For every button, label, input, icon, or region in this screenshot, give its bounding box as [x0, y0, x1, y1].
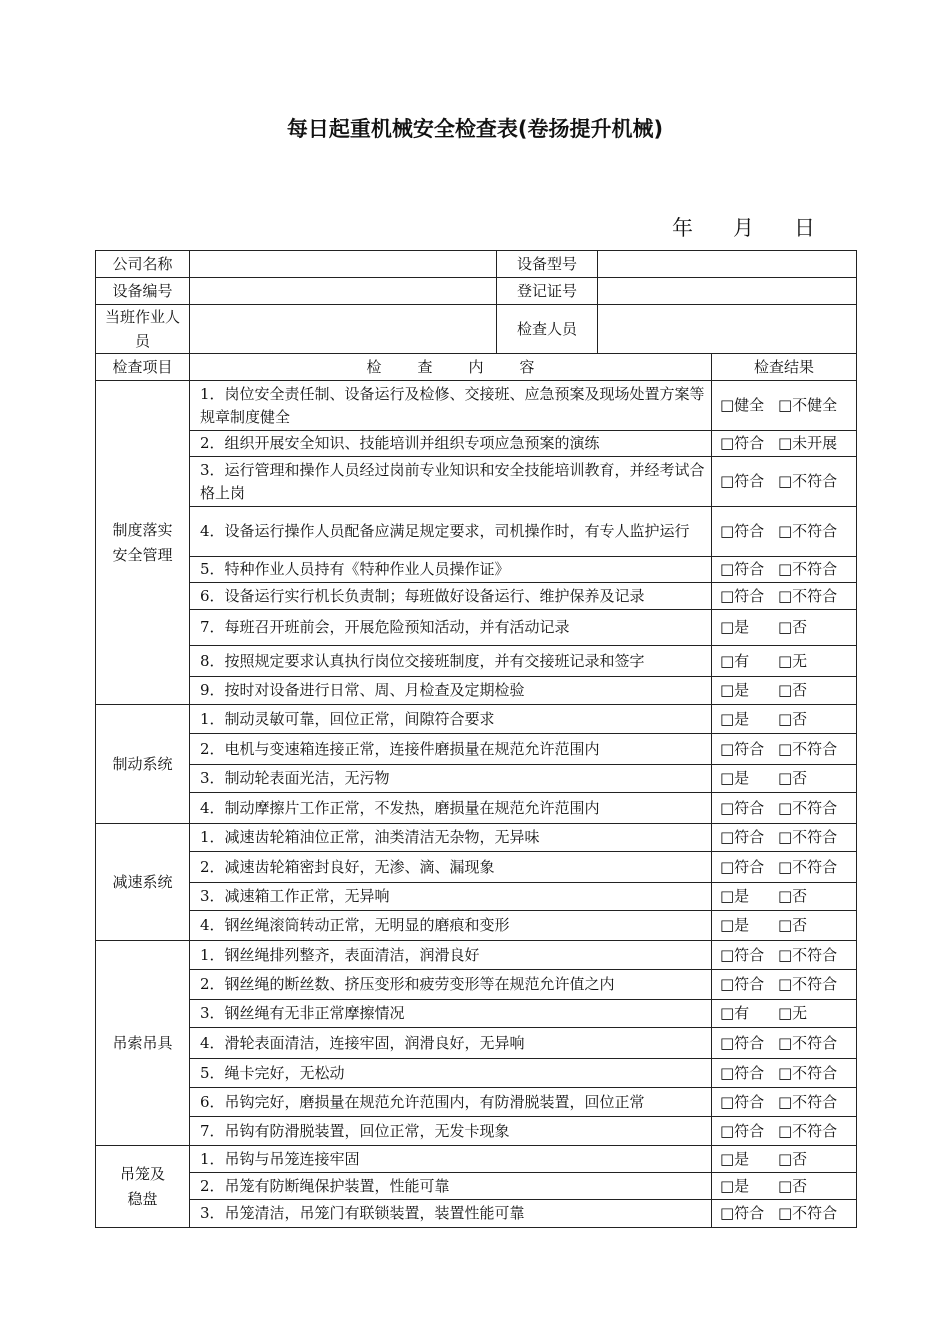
header-item: 检查项目	[96, 354, 190, 381]
table-row	[96, 646, 857, 677]
header-content	[190, 354, 712, 381]
result-option-checkbox[interactable]: □不符合	[778, 739, 838, 758]
result-option-checkbox[interactable]: □符合	[720, 828, 765, 846]
equipment-number-field[interactable]	[190, 278, 497, 305]
company-name-label: 公司名称	[96, 251, 190, 278]
result-option-checkbox[interactable]: □不符合	[778, 1204, 838, 1222]
check-result	[712, 677, 857, 705]
result-option-checkbox[interactable]: □否	[778, 887, 808, 905]
table-row	[96, 852, 857, 883]
table-row	[96, 1059, 857, 1088]
result-option-checkbox[interactable]: □不符合	[778, 1033, 838, 1052]
result-option-checkbox[interactable]: □符合	[720, 1204, 765, 1222]
result-option-checkbox[interactable]: □符合	[720, 975, 765, 993]
check-result	[712, 1088, 857, 1117]
date-year-label: 年	[672, 216, 693, 240]
check-result	[712, 583, 857, 610]
table-row	[96, 793, 857, 824]
result-option-checkbox[interactable]: □符合	[720, 1063, 765, 1082]
check-item-text: 1．吊钩与吊笼连接牢固	[190, 1146, 712, 1173]
check-item-text: 1．制动灵敏可靠，回位正常，间隙符合要求	[190, 705, 712, 734]
check-item-text: 4．制动摩擦片工作正常，不发热，磨损量在规范允许范围内	[190, 793, 712, 824]
check-item-text: 5．特种作业人员持有《特种作业人员操作证》	[190, 557, 712, 583]
table-row	[96, 1088, 857, 1117]
check-item-text: 2．吊笼有防断绳保护装置，性能可靠	[190, 1173, 712, 1200]
header-result: 检查结果	[712, 354, 857, 381]
header-content-char: 查	[417, 357, 433, 376]
check-item-text: 3．吊笼清洁，吊笼门有联锁装置，装置性能可靠	[190, 1200, 712, 1228]
check-item-text: 3．减速箱工作正常，无异响	[190, 883, 712, 911]
check-item-text: 4．钢丝绳滚筒转动正常，无明显的磨痕和变形	[190, 911, 712, 941]
check-result	[712, 1117, 857, 1146]
table-row	[96, 1200, 857, 1228]
check-result	[712, 911, 857, 941]
result-option-checkbox[interactable]: □不符合	[778, 1063, 838, 1082]
table-row	[96, 381, 857, 431]
result-option-checkbox[interactable]: □不符合	[778, 560, 838, 578]
table-row	[96, 911, 857, 941]
company-name-field[interactable]	[190, 251, 497, 278]
table-row	[96, 610, 857, 646]
result-option-checkbox[interactable]: □符合	[720, 472, 765, 490]
table-row	[96, 431, 857, 457]
result-option-checkbox[interactable]: □否	[778, 709, 808, 728]
result-option-checkbox[interactable]: □是	[720, 618, 750, 636]
table-row	[96, 824, 857, 852]
result-option-checkbox[interactable]: □符合	[720, 739, 765, 758]
table-row	[96, 1117, 857, 1146]
check-item-text: 8．按照规定要求认真执行岗位交接班制度，并有交接班记录和签字	[190, 646, 712, 677]
check-item-text: 6．吊钩完好，磨损量在规范允许范围内，有防滑脱装置，回位正常	[190, 1088, 712, 1117]
result-option-checkbox[interactable]: □是	[720, 769, 750, 787]
registration-number-label: 登记证号	[497, 278, 598, 305]
table-row	[96, 1000, 857, 1028]
header-content-char: 内	[468, 357, 484, 376]
check-item-text: 3．制动轮表面光洁，无污物	[190, 765, 712, 793]
section-name: 制动系统	[96, 705, 190, 824]
check-item-text: 5．绳卡完好，无松动	[190, 1059, 712, 1088]
result-option-checkbox[interactable]: □有	[720, 651, 750, 670]
result-option-checkbox[interactable]: □否	[778, 1176, 808, 1195]
result-option-checkbox[interactable]: □有	[720, 1004, 750, 1022]
result-option-checkbox[interactable]: □符合	[720, 1092, 765, 1111]
check-item-text: 4．设备运行操作人员配备应满足规定要求，司机操作时，有专人监护运行	[190, 507, 712, 557]
section-name: 吊笼及稳盘	[96, 1146, 190, 1228]
equipment-model-label: 设备型号	[497, 251, 598, 278]
check-item-text: 2．组织开展安全知识、技能培训并组织专项应急预案的演练	[190, 431, 712, 457]
check-item-text: 1．岗位安全责任制、设备运行及检修、交接班、应急预案及现场处置方案等规章制度健全	[190, 381, 712, 431]
table-row	[96, 970, 857, 1000]
check-result	[712, 852, 857, 883]
check-result	[712, 507, 857, 557]
check-result	[712, 705, 857, 734]
check-result	[712, 941, 857, 970]
result-option-checkbox[interactable]: □否	[778, 1149, 808, 1168]
result-option-checkbox[interactable]: □符合	[720, 857, 765, 876]
result-option-checkbox[interactable]: □不符合	[778, 975, 838, 993]
check-item-text: 6．设备运行实行机长负责制；每班做好设备运行、维护保养及记录	[190, 583, 712, 610]
result-option-checkbox[interactable]: □符合	[720, 1121, 765, 1140]
check-item-text: 7．每班召开班前会，开展危险预知活动，并有活动记录	[190, 610, 712, 646]
check-result	[712, 1000, 857, 1028]
table-row	[96, 583, 857, 610]
result-option-checkbox[interactable]: □是	[720, 887, 750, 905]
table-row	[96, 883, 857, 911]
check-item-text: 2．钢丝绳的断丝数、挤压变形和疲劳变形等在规范允许值之内	[190, 970, 712, 1000]
result-option-checkbox[interactable]: □否	[778, 916, 808, 934]
table-row	[96, 507, 857, 557]
result-option-checkbox[interactable]: □无	[778, 651, 808, 670]
check-result	[712, 1173, 857, 1200]
table-row	[96, 1146, 857, 1173]
table-row	[96, 941, 857, 970]
check-result	[712, 1059, 857, 1088]
check-result	[712, 457, 857, 507]
result-option-checkbox[interactable]: □符合	[720, 586, 765, 605]
check-result	[712, 970, 857, 1000]
check-result	[712, 646, 857, 677]
check-result	[712, 1028, 857, 1059]
date-day-label: 日	[794, 216, 815, 240]
date-month-label: 月	[733, 216, 754, 240]
result-option-checkbox[interactable]: □符合	[720, 1033, 765, 1052]
section-name: 吊索吊具	[96, 941, 190, 1146]
result-option-checkbox[interactable]: □符合	[720, 945, 765, 964]
section-name: 制度落实安全管理	[96, 381, 190, 705]
check-result	[712, 734, 857, 765]
result-option-checkbox[interactable]: □符合	[720, 434, 765, 452]
result-option-checkbox[interactable]: □不符合	[778, 945, 838, 964]
shift-operator-field[interactable]	[190, 305, 497, 354]
result-option-checkbox[interactable]: □否	[778, 769, 808, 787]
table-row	[96, 677, 857, 705]
check-item-text: 1．钢丝绳排列整齐，表面清洁，润滑良好	[190, 941, 712, 970]
result-option-checkbox[interactable]: □否	[778, 618, 808, 636]
check-item-text: 3．运行管理和操作人员经过岗前专业知识和安全技能培训教育，并经考试合格上岗	[190, 457, 712, 507]
table-row	[96, 457, 857, 507]
table-row	[96, 765, 857, 793]
result-option-checkbox[interactable]: □是	[720, 1176, 750, 1195]
result-option-checkbox[interactable]: □不符合	[778, 798, 838, 817]
registration-number-field[interactable]	[598, 278, 857, 305]
result-option-checkbox[interactable]: □符合	[720, 560, 765, 578]
check-result	[712, 557, 857, 583]
date-line	[672, 212, 815, 242]
result-option-checkbox[interactable]: □不健全	[778, 396, 838, 414]
result-option-checkbox[interactable]: □是	[720, 681, 750, 699]
section-name: 减速系统	[96, 824, 190, 941]
check-result	[712, 431, 857, 457]
table-row	[96, 1028, 857, 1059]
table-row	[96, 557, 857, 583]
result-option-checkbox[interactable]: □是	[720, 1149, 750, 1168]
check-result	[712, 883, 857, 911]
check-item-text: 1．减速齿轮箱油位正常，油类清洁无杂物，无异味	[190, 824, 712, 852]
check-item-text: 2．减速齿轮箱密封良好，无渗、滴、漏现象	[190, 852, 712, 883]
check-item-text: 7．吊钩有防滑脱装置，回位正常，无发卡现象	[190, 1117, 712, 1146]
result-option-checkbox[interactable]: □不符合	[778, 1092, 838, 1111]
result-option-checkbox[interactable]: □无	[778, 1004, 808, 1022]
equipment-number-label: 设备编号	[96, 278, 190, 305]
result-option-checkbox[interactable]: □不符合	[778, 828, 838, 846]
result-option-checkbox[interactable]: □是	[720, 916, 750, 934]
result-option-checkbox[interactable]: □符合	[720, 522, 765, 540]
check-result	[712, 765, 857, 793]
result-option-checkbox[interactable]: □是	[720, 709, 750, 728]
result-option-checkbox[interactable]: □符合	[720, 798, 765, 817]
check-result	[712, 824, 857, 852]
inspector-field[interactable]	[598, 305, 857, 354]
inspection-table	[95, 250, 857, 1228]
header-content-char: 容	[519, 357, 535, 376]
result-option-checkbox[interactable]: □健全	[720, 396, 765, 414]
shift-operator-label: 当班作业人员	[96, 305, 190, 354]
table-row	[96, 1173, 857, 1200]
check-item-text: 2．电机与变速箱连接正常，连接件磨损量在规范允许范围内	[190, 734, 712, 765]
equipment-model-field[interactable]	[598, 251, 857, 278]
check-result	[712, 381, 857, 431]
result-option-checkbox[interactable]: □不符合	[778, 522, 838, 540]
inspector-label: 检查人员	[497, 305, 598, 354]
result-option-checkbox[interactable]: □未开展	[778, 434, 838, 452]
table-row	[96, 734, 857, 765]
header-content-char: 检	[366, 357, 382, 376]
check-item-text: 4．滑轮表面清洁，连接牢固，润滑良好，无异响	[190, 1028, 712, 1059]
page-title: 每日起重机械安全检查表(卷扬提升机械)	[286, 117, 664, 141]
result-option-checkbox[interactable]: □不符合	[778, 472, 838, 490]
check-result	[712, 610, 857, 646]
check-item-text: 3．钢丝绳有无非正常摩擦情况	[190, 1000, 712, 1028]
check-result	[712, 1146, 857, 1173]
result-option-checkbox[interactable]: □不符合	[778, 1121, 838, 1140]
result-option-checkbox[interactable]: □不符合	[778, 586, 838, 605]
result-option-checkbox[interactable]: □否	[778, 681, 808, 699]
check-item-text: 9．按时对设备进行日常、周、月检查及定期检验	[190, 677, 712, 705]
result-option-checkbox[interactable]: □不符合	[778, 857, 838, 876]
check-result	[712, 1200, 857, 1228]
table-row	[96, 705, 857, 734]
check-result	[712, 793, 857, 824]
